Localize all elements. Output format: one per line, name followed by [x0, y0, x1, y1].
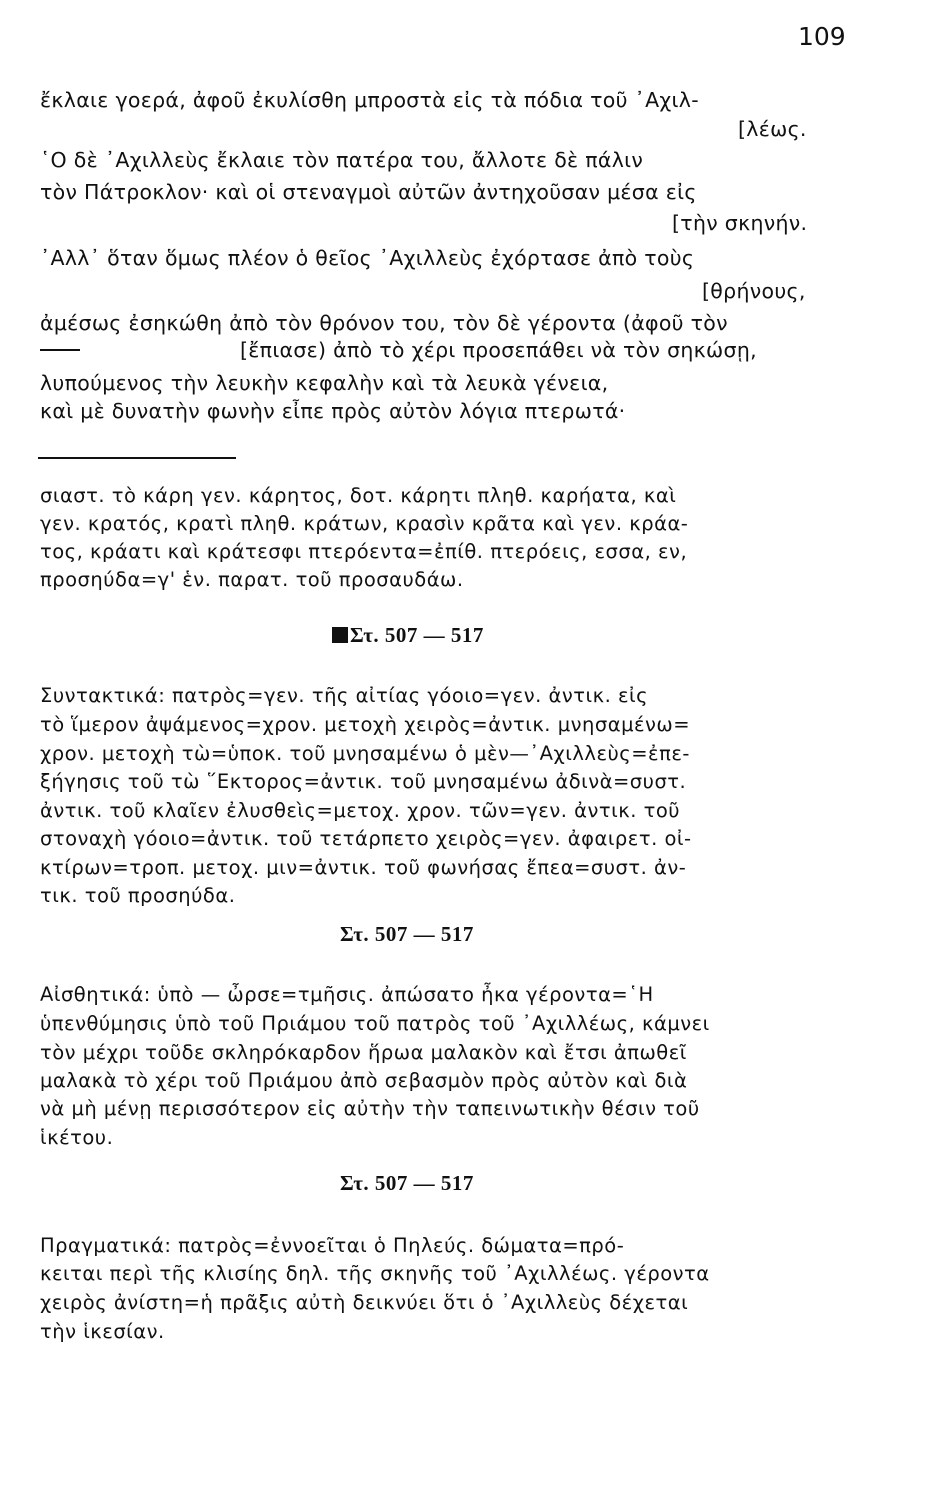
poem-line: τὸν Πάτροκλον· καὶ οἱ στεναγμοὶ αὐτῶν ἀντηχοῦσαν μέσα εἰς: [40, 180, 697, 204]
poem-line-continuation: [θρήνους,: [702, 279, 806, 303]
section-line: νὰ μὴ μένῃ περισσότερον εἰς αὐτὴν τὴν ταπεινωτικὴν θέσιν τοῦ: [40, 1097, 700, 1120]
margin-dash: [40, 349, 80, 351]
poem-line: ῾Ο δὲ ᾿Αχιλλεὺς ἔκλαιε τὸν πατέρα του, ἄλλοτε δὲ πάλιν: [40, 148, 644, 172]
page-number: 109: [798, 22, 846, 51]
poem-line: λυπούμενος τὴν λευκὴν κεφαλὴν καὶ τὰ λευκὰ γένεια,: [40, 371, 609, 395]
section-heading: Στ. 507 — 517: [340, 922, 474, 946]
section-line: χειρὸς ἀνίστη=ἡ πρᾶξις αὐτὴ δεικνύει ὅτι ὁ ᾿Αχιλλεὺς δέχεται: [40, 1291, 689, 1314]
section-line: Πραγματικά: πατρὸς=ἐννοεῖται ὁ Πηλεύς. δώματα=πρό-: [40, 1234, 625, 1257]
poem-line-continuation: [ἔπιασε) ἀπὸ τὸ χέρι προσεπάθει νὰ τὸν σηκώσῃ,: [240, 338, 757, 362]
section-line: στοναχὴ γόοιο=ἀντικ. τοῦ τετάρπετο χειρὸς=γεν. ἀφαιρετ. οἰ-: [40, 827, 692, 850]
section-line: μαλακὰ τὸ χέρι τοῦ Πριάμου ἀπὸ σεβασμὸν πρὸς αὐτὸν καὶ διὰ: [40, 1069, 688, 1092]
section-line: χρον. μετοχὴ τὼ=ὑποκ. τοῦ μνησαμένω ὁ μὲν—᾿Αχιλλεὺς=ἐπε-: [40, 742, 690, 765]
footnote-line: προσηύδα=γ' ἑν. παρατ. τοῦ προσαυδάω.: [40, 568, 464, 591]
poem-line: ἔκλαιε γοερά, ἀφοῦ ἐκυλίσθη μπροστὰ εἰς τὰ πόδια τοῦ ᾿Αχιλ-: [40, 88, 699, 112]
poem-line-continuation: [λέως.: [738, 117, 807, 141]
section-line: ἀντικ. τοῦ κλαῖεν ἐλυσθεὶς=μετοχ. χρον. τῶν=γεν. ἀντικ. τοῦ: [40, 799, 681, 822]
section-line: Συντακτικά: πατρὸς=γεν. τῆς αἰτίας γόοιο=γεν. ἀντικ. εἰς: [40, 684, 649, 707]
section-line: κειται περὶ τῆς κλισίης δηλ. τῆς σκηνῆς τοῦ ᾿Αχιλλέως. γέροντα: [40, 1262, 710, 1285]
footnote-line: τος, κράατι καὶ κράτεσφι πτερόεντα=ἐπίθ. πτερόεις, εσσα, εν,: [40, 540, 688, 563]
section-line: ὑπενθύμησις ὑπὸ τοῦ Πριάμου τοῦ πατρὸς τοῦ ᾿Αχιλλέως, κάμνει: [40, 1012, 710, 1035]
printer-mark-icon: [332, 627, 348, 643]
section-heading: Στ. 507 — 517: [332, 623, 484, 648]
section-line: ἱκέτου.: [40, 1126, 114, 1149]
poem-line: ᾿Αλλ᾿ ὅταν ὅμως πλέον ὁ θεῖος ᾿Αχιλλεὺς ἐχόρτασε ἀπὸ τοὺς: [40, 246, 695, 270]
section-line: τὸν μέχρι τοῦδε σκληρόκαρδον ἥρωα μαλακὸν καὶ ἔτσι ἀπωθεῖ: [40, 1041, 687, 1064]
section-line: τὴν ἱκεσίαν.: [40, 1320, 165, 1343]
poem-line: ἀμέσως ἐσηκώθη ἀπὸ τὸν θρόνον του, τὸν δὲ γέροντα (ἀφοῦ τὸν: [40, 311, 728, 335]
poem-line: καὶ μὲ δυνατὴν φωνὴν εἶπε πρὸς αὐτὸν λόγια πτερωτά·: [40, 399, 626, 423]
footnote-line: γεν. κρατός, κρατὶ πληθ. κράτων, κρασὶν κρᾶτα καὶ γεν. κράα-: [40, 512, 689, 535]
section-line: ξήγησις τοῦ τὼ ῞Εκτορος=ἀντικ. τοῦ μνησαμένω ἀδινὰ=συστ.: [40, 770, 687, 793]
section-line: τὸ ἵμερον ἀψάμενος=χρον. μετοχὴ χειρὸς=ἀντικ. μνησαμένω=: [40, 713, 691, 736]
footnote-line: σιαστ. τὸ κάρη γεν. κάρητος, δοτ. κάρητι πληθ. καρήατα, καὶ: [40, 484, 677, 507]
poem-line-continuation: [τὴν σκηνήν.: [672, 211, 808, 235]
section-line: Αἰσθητικά: ὑπὸ — ὦρσε=τμῆσις. ἀπώσατο ἦκα γέροντα=῾Η: [40, 983, 654, 1006]
section-line: κτίρων=τροπ. μετοχ. μιν=ἀντικ. τοῦ φωνήσας ἔπεα=συστ. ἀν-: [40, 856, 687, 879]
footnote-rule: [38, 457, 236, 459]
section-heading: Στ. 507 — 517: [340, 1171, 474, 1195]
section-line: τικ. τοῦ προσηύδα.: [40, 884, 236, 907]
